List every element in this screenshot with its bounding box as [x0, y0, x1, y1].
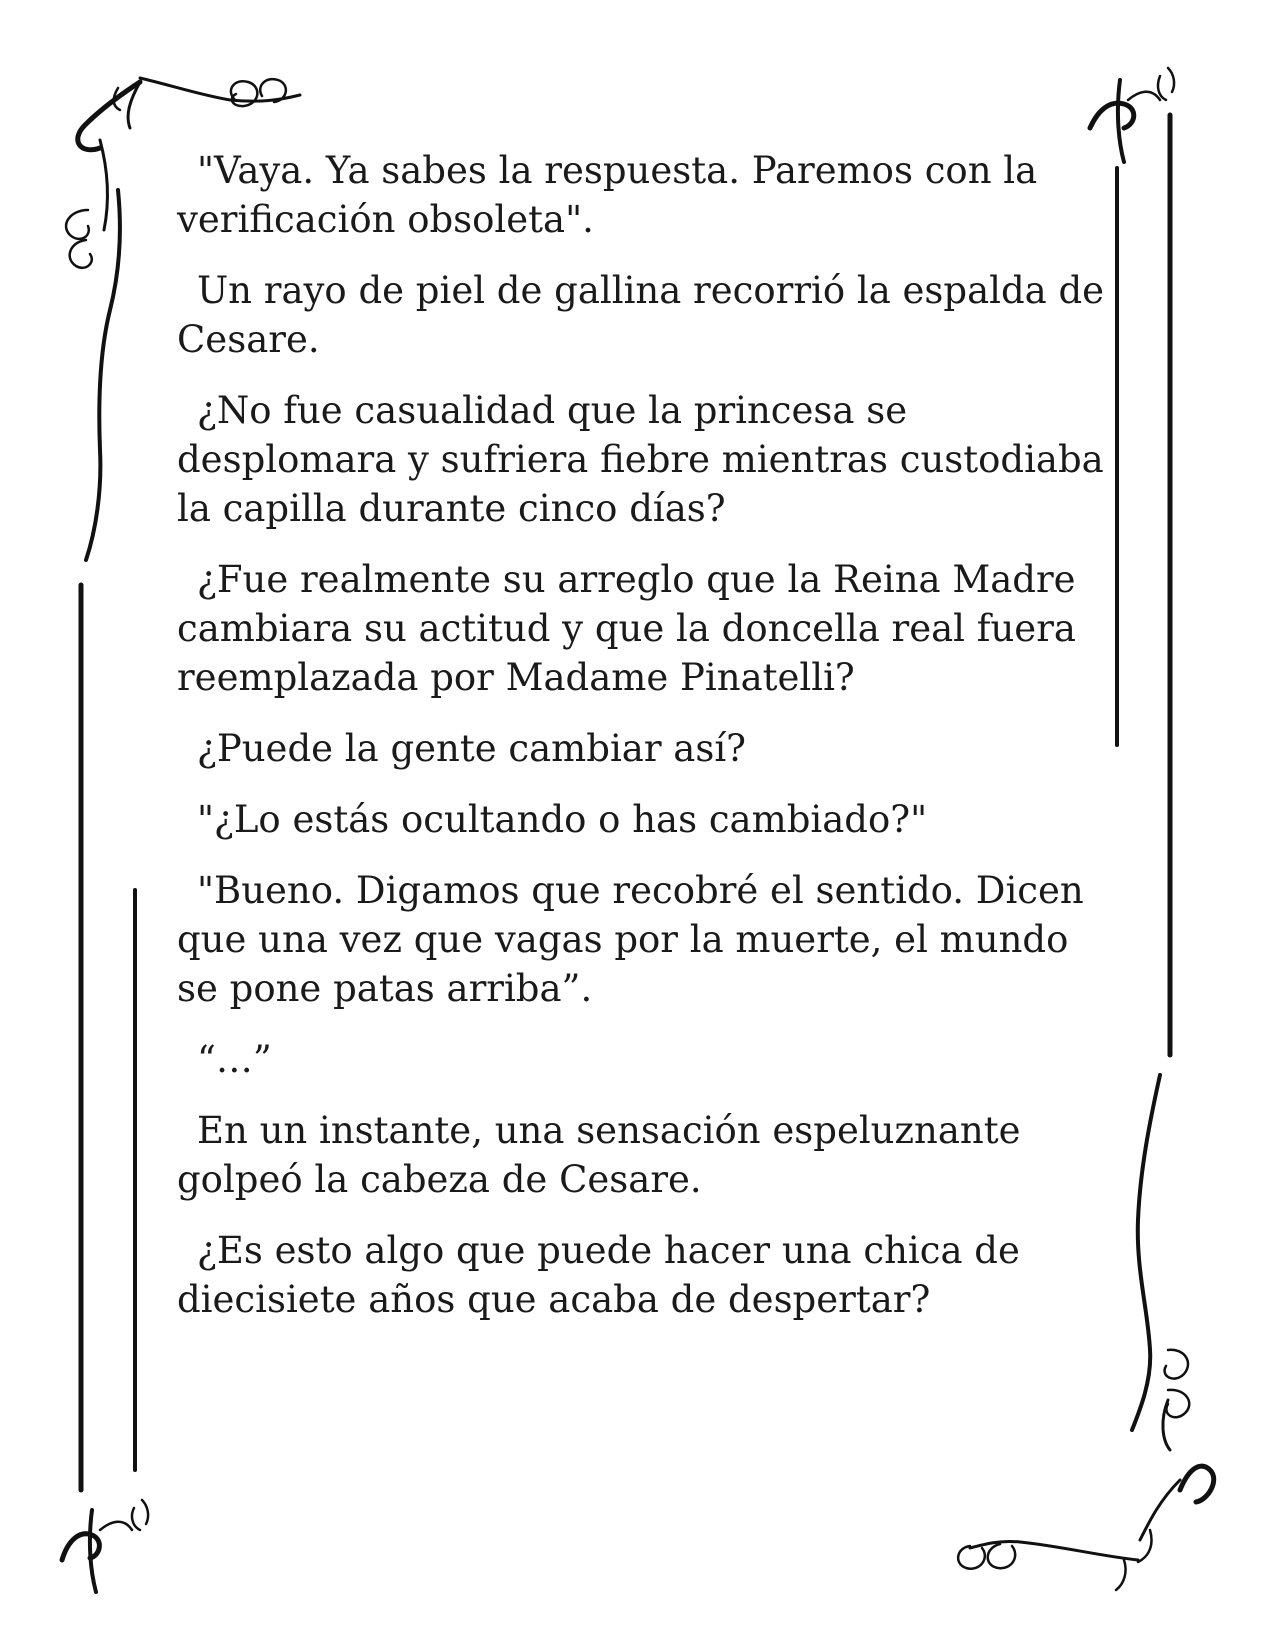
- paragraph: ¿Fue realmente su arreglo que la Reina Madre cambiara su actitud y que la doncella real fuera reemplazada por Madame Pinatelli?: [177, 558, 1076, 699]
- body-text: [177, 146, 1112, 1346]
- paragraph: "¿Lo estás ocultando o has cambiado?": [197, 798, 928, 841]
- paragraph: ¿No fue casualidad que la princesa se desplomara y sufriera fiebre mientras custodiaba la capilla durante cinco días?: [177, 389, 1104, 530]
- paragraph: "Bueno. Digamos que recobré el sentido. Dicen que una vez que vagas por la muerte, el mundo se pone patas arriba”.: [177, 869, 1084, 1010]
- paragraph: En un instante, una sensación espeluznante golpeó la cabeza de Cesare.: [177, 1109, 1021, 1201]
- paragraph: ¿Es esto algo que puede hacer una chica de diecisiete años que acaba de despertar?: [177, 1229, 1020, 1321]
- paragraph: "Vaya. Ya sabes la respuesta. Paremos con la verificación obsoleta".: [177, 149, 1038, 241]
- flourish-bottom-left: [62, 1500, 148, 1592]
- paragraph: “…”: [197, 1038, 272, 1081]
- paragraph: ¿Puede la gente cambiar así?: [197, 727, 747, 770]
- paragraph: Un rayo de piel de gallina recorrió la espalda de Cesare.: [177, 269, 1105, 361]
